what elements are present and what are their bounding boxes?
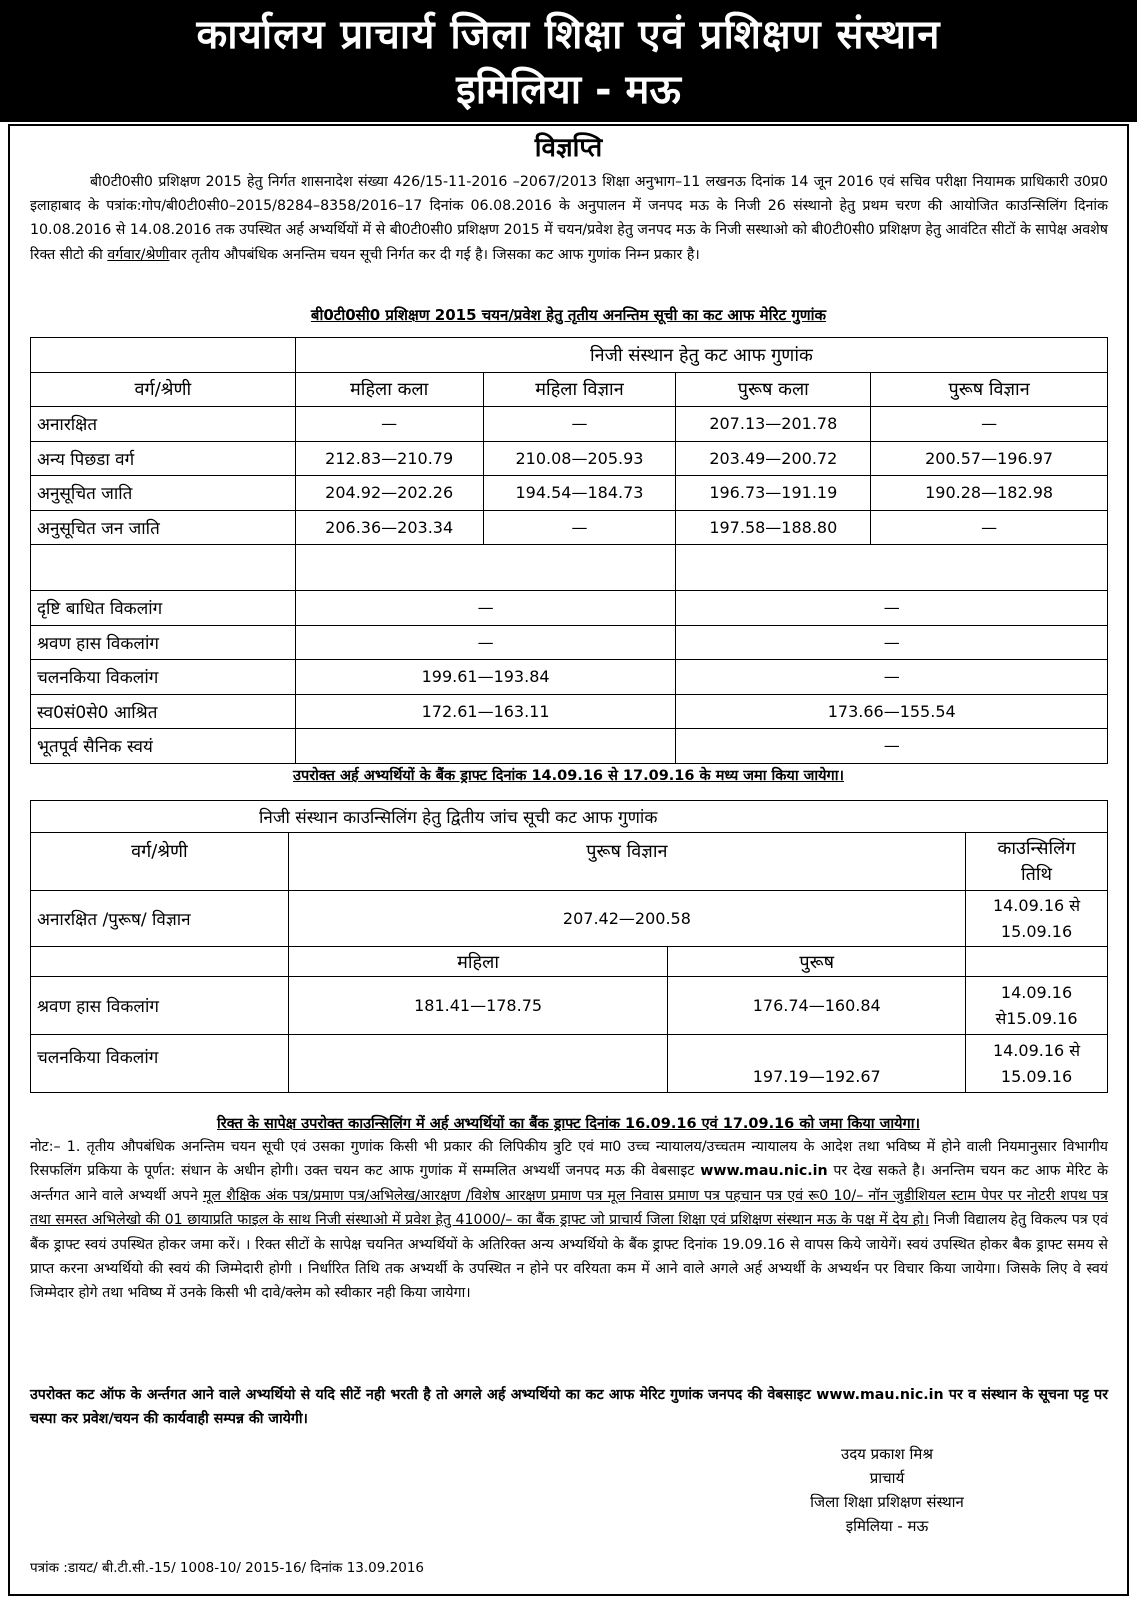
table-row: अनुसूचित जन जाति 206.36—203.34 — 197.58—188.80 — bbox=[31, 510, 1108, 545]
table-row: श्रवण हास विकलांग 181.41—178.75 176.74—160.84 14.09.16 से15.09.16 bbox=[31, 977, 1108, 1035]
website-link[interactable]: www.mau.nic.in bbox=[700, 1163, 828, 1180]
second-counselling-cutoff-table bbox=[30, 800, 1108, 1093]
reference-number: पत्रांक :डायट/ बी.टी.सी.-15/ 1008-10/ 2015-16/ दिनांक 13.09.2016 bbox=[30, 1560, 425, 1576]
table-spacer-row bbox=[31, 545, 1108, 591]
table-row: भूतपूर्व सैनिक स्वयं — bbox=[31, 729, 1108, 764]
table-row: श्रवण हास विकलांग — — bbox=[31, 625, 1108, 660]
office-location: इमिलिया - मऊ bbox=[456, 67, 681, 113]
intro-paragraph: बी0टी0सी0 प्रशिक्षण 2015 हेतु निर्गत शासनादेश संख्या 426/15-11-2016 –2067/2013 शिक्षा अनुभाग–11 लखनऊ दिनांक 14 जून 2016 एवं सचिव परीक्षा नियामक प्राधिकारी उ0प्र0 इलाहाबाद के पत्रांक:गोप/बी0टी0सी0–2015/8284–8358/2016–17 दिनांक 06.08.2016 के अनुपालन में जनपद मऊ के निजी 26 संस्थानो हेतु प्रथम चरण की आयोजित काउन्सिलिंग दिनांक 10.08.2016 से 14.08.2016 तक उपस्थित अर्ह अभ्यर्थियों में से बी0टी0सी0 प्रशिक्षण 2015 में चयन/प्रवेश हेतु जनपद मऊ के निजी सस्थाओ को बी0टी0सी0 प्रशिक्षण हेतु आवंटित सीटों के सापेक्ष अवशेष रिक्त सीटो की वर्गवार/श्रेणीवार तृतीय औपबंधिक अनन्तिम चयन सूची निर्गत कर दी गई है। जिसका कट आफ गुणांक निम्न प्रकार है। bbox=[30, 174, 1108, 263]
office-title: कार्यालय प्राचार्य जिला शिक्षा एवं प्रशिक्षण संस्थान bbox=[196, 12, 941, 58]
table-row: दृष्टि बाधित विकलांग — — bbox=[31, 591, 1108, 626]
col-mahila-vigyan: महिला विज्ञान bbox=[483, 372, 676, 407]
table1-corner-cell bbox=[31, 338, 296, 373]
bank-draft-note-1: उपरोक्त अर्ह अभ्यर्थियों के बैंक ड्राफ्ट दिनांक 14.09.16 से 17.09.16 के मध्य जमा किया जायेगा। bbox=[293, 768, 844, 784]
table2-purush-header: पुरूष bbox=[668, 947, 966, 977]
table-row: चलनकिया विकलांग 199.61—193.84 — bbox=[31, 660, 1108, 695]
table2-mahila-header: महिला bbox=[288, 947, 668, 977]
signatory-designation: प्राचार्य bbox=[869, 1469, 905, 1487]
signature-block bbox=[737, 1442, 1037, 1538]
table2-category-header: वर्ग/श्रेणी bbox=[31, 833, 289, 891]
final-paragraph: उपरोक्त कट ऑफ के अर्न्तगत आने वाले अभ्यर्थियो से यदि सीटें नही भरती है तो अगले अर्ह अभ्यर्थियो का कट आफ मेरिट गुणांक जनपद की वेबसाइट www.mau.nic.in पर व संस्थान के सूचना पट्ट पर चस्पा कर प्रवेश/चयन की कार्यवाही सम्पन्न की जायेगी। bbox=[30, 1387, 1108, 1428]
table-row: स्व0सं0से0 आश्रित 172.61—163.11 173.66—155.54 bbox=[31, 694, 1108, 729]
signatory-name: उदय प्रकाश मिश्र bbox=[840, 1445, 934, 1463]
signatory-place: इमिलिया - मऊ bbox=[845, 1517, 929, 1535]
signatory-institute: जिला शिक्षा प्रशिक्षण संस्थान bbox=[810, 1493, 964, 1511]
table-row: अन्य पिछडा वर्ग 212.83—210.79 210.08—205.93 203.49—200.72 200.57—196.97 bbox=[31, 441, 1108, 476]
table2-purush-vigyan-header: पुरूष विज्ञान bbox=[288, 833, 965, 891]
table2-title: निजी संस्थान काउन्सिलिंग हेतु द्वितीय जांच सूची कट आफ गुणांक bbox=[31, 801, 1108, 833]
table-row: चलनकिया विकलांग 197.19—192.67 14.09.16 से 15.09.16 bbox=[31, 1035, 1108, 1093]
col-purush-vigyan: पुरूष विज्ञान bbox=[871, 372, 1108, 407]
col-purush-kala: पुरूष कला bbox=[676, 372, 871, 407]
website-link[interactable]: www.mau.nic.in bbox=[816, 1387, 944, 1403]
notes-paragraph: नोट:– 1. तृतीय औपबंधिक अनन्तिम चयन सूची एवं उसका गुणांक किसी भी प्रकार की लिपिकीय त्रुटि एवं मा0 उच्च न्यायालय/उच्चतम न्यायालय के आदेश तथा भविष्य में होने वाली नियमानुसार विभागीय रिसफलिंग प्रकिया के पूर्णत: संधान के अधीन होगी। उक्त चयन कट आफ गुणांक में सम्मलित अभ्यर्थी जनपद मऊ की वेबसाइट www.mau.nic.in पर देख सकते है। अनन्तिम चयन कट आफ मेरिट के अर्न्तगत आने वाले अभ्यर्थी अपने मूल शैक्षिक अंक पत्र/प्रमाण पत्र/अभिलेख/आरक्षण /विशेष आरक्षण प्रमाण पत्र मूल निवास प्रमाण पत्र पहचान पत्र एवं रू0 10/– नॉन जुडीशियल स्टाम पेपर पर नोटरी शपथ पत्र तथा समस्त अभिलेखो की 01 छायाप्रति फाइल के साथ निजी संस्थाओ में प्रवेश हेतु 41000/– का बैंक ड्राफ्ट जो प्राचार्य जिला शिक्षा एवं प्रशिक्षण संस्थान मऊ के पक्ष में देय हो। निजी विद्यालय हेतु विकल्प पत्र एवं बैंक ड्राफ्ट स्वयं उपस्थित होकर जमा करें। । रिक्त सीटों के सापेक्ष चयनित अभ्यर्थियों के अतिरिक्त अन्य अभ्यर्थियो के बैंक ड्राफ्ट दिनांक 19.09.16 से वापस किये जायेगें। स्वयं उपस्थित होकर बैक ड्राफ्ट समय से प्राप्त करना अभ्यर्थियो की स्वयं की जिम्मेदारी होगी । निर्धारित तिथि तक अभ्यर्थी के उपस्थित न होने पर वरियता कम में आने वाले अगले अर्ह अभ्यर्थी के अभ्यर्थन पर विचार किया जायेगा। जिसके लिए वे स्वयं जिम्मेदार होगे तथा भविष्य में उनके किसी भी दावे/क्लेम को स्वीकार नही किया जायेगा। bbox=[30, 1139, 1108, 1302]
table-row: अनुसूचित जाति 204.92—202.26 194.54—184.73 196.73—191.19 190.28—182.98 bbox=[31, 476, 1108, 511]
table1-category-header: वर्ग/श्रेणी bbox=[31, 372, 296, 407]
bank-draft-note-2: रिक्त के सापेक्ष उपरोक्त काउन्सिलिंग में अर्ह अभ्यर्थियों का बैंक ड्राफ्ट दिनांक 16.09.16 एवं 17.09.16 को जमा किया जायेगा। bbox=[217, 1116, 920, 1132]
office-header bbox=[0, 0, 1137, 122]
table1-group-header: निजी संस्थान हेतु कट आफ गुणांक bbox=[295, 338, 1107, 373]
table1-caption: बी0टी0सी0 प्रशिक्षण 2015 चयन/प्रवेश हेतु तृतीय अनन्तिम सूची का कट आफ मेरिट गुणांक bbox=[310, 306, 827, 324]
notice-title: विज्ञप्ति bbox=[534, 133, 603, 163]
table-row: अनारक्षित /पुरूष/ विज्ञान 207.42—200.58 14.09.16 से 15.09.16 bbox=[31, 891, 1108, 947]
table-row: अनारक्षित — — 207.13—201.78 — bbox=[31, 407, 1108, 442]
col-mahila-kala: महिला कला bbox=[295, 372, 483, 407]
table2-counselling-date-header: काउन्सिलिंग तिथि bbox=[966, 833, 1108, 891]
cutoff-table-third-list bbox=[30, 337, 1108, 764]
